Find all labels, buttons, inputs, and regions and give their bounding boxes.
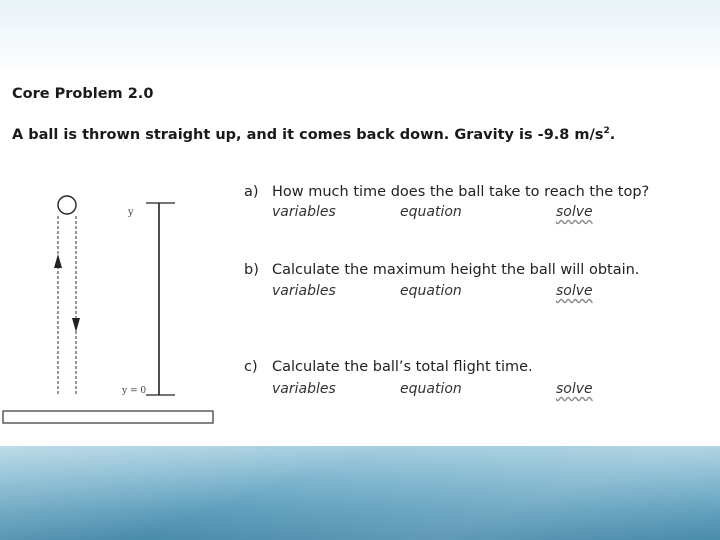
equation-label: equation: [400, 283, 462, 299]
up-arrow-icon: [54, 254, 62, 268]
ground-block: [3, 411, 213, 423]
question-a: [244, 184, 649, 200]
question-b-letter: b): [244, 262, 259, 278]
down-arrow-icon: [72, 318, 80, 332]
question-b-text: Calculate the maximum height the ball will obtain.: [272, 262, 640, 278]
equation-label: equation: [400, 381, 462, 397]
axis-label-bottom: y = 0: [122, 386, 147, 396]
solve-label: solve: [556, 204, 593, 220]
problem-title: Core Problem 2.0: [12, 86, 154, 102]
equation-label: equation: [400, 204, 462, 220]
problem-statement: [12, 126, 615, 143]
question-c-text: Calculate the ball’s total flight time.: [272, 359, 533, 375]
slide-top-band: [0, 0, 720, 66]
ball-icon: [58, 196, 76, 214]
solve-label: solve: [556, 381, 593, 397]
question-a-text: How much time does the ball take to reach the top?: [272, 184, 650, 200]
question-b: [244, 262, 639, 278]
statement-text: A ball is thrown straight up, and it comes back down. Gravity is -9.8 m/s: [12, 126, 604, 143]
axis-label-top: y: [128, 207, 134, 218]
ball-trajectory-diagram: [0, 180, 240, 430]
question-a-letter: a): [244, 184, 259, 200]
variables-label: variables: [272, 204, 336, 220]
question-c-letter: c): [244, 359, 258, 375]
variables-label: variables: [272, 381, 336, 397]
slide-bottom-band: [0, 446, 720, 540]
statement-period: .: [609, 126, 616, 143]
statement-exponent: 2: [603, 126, 610, 136]
variables-label: variables: [272, 283, 336, 299]
solve-label: solve: [556, 283, 593, 299]
question-c: [244, 359, 533, 375]
